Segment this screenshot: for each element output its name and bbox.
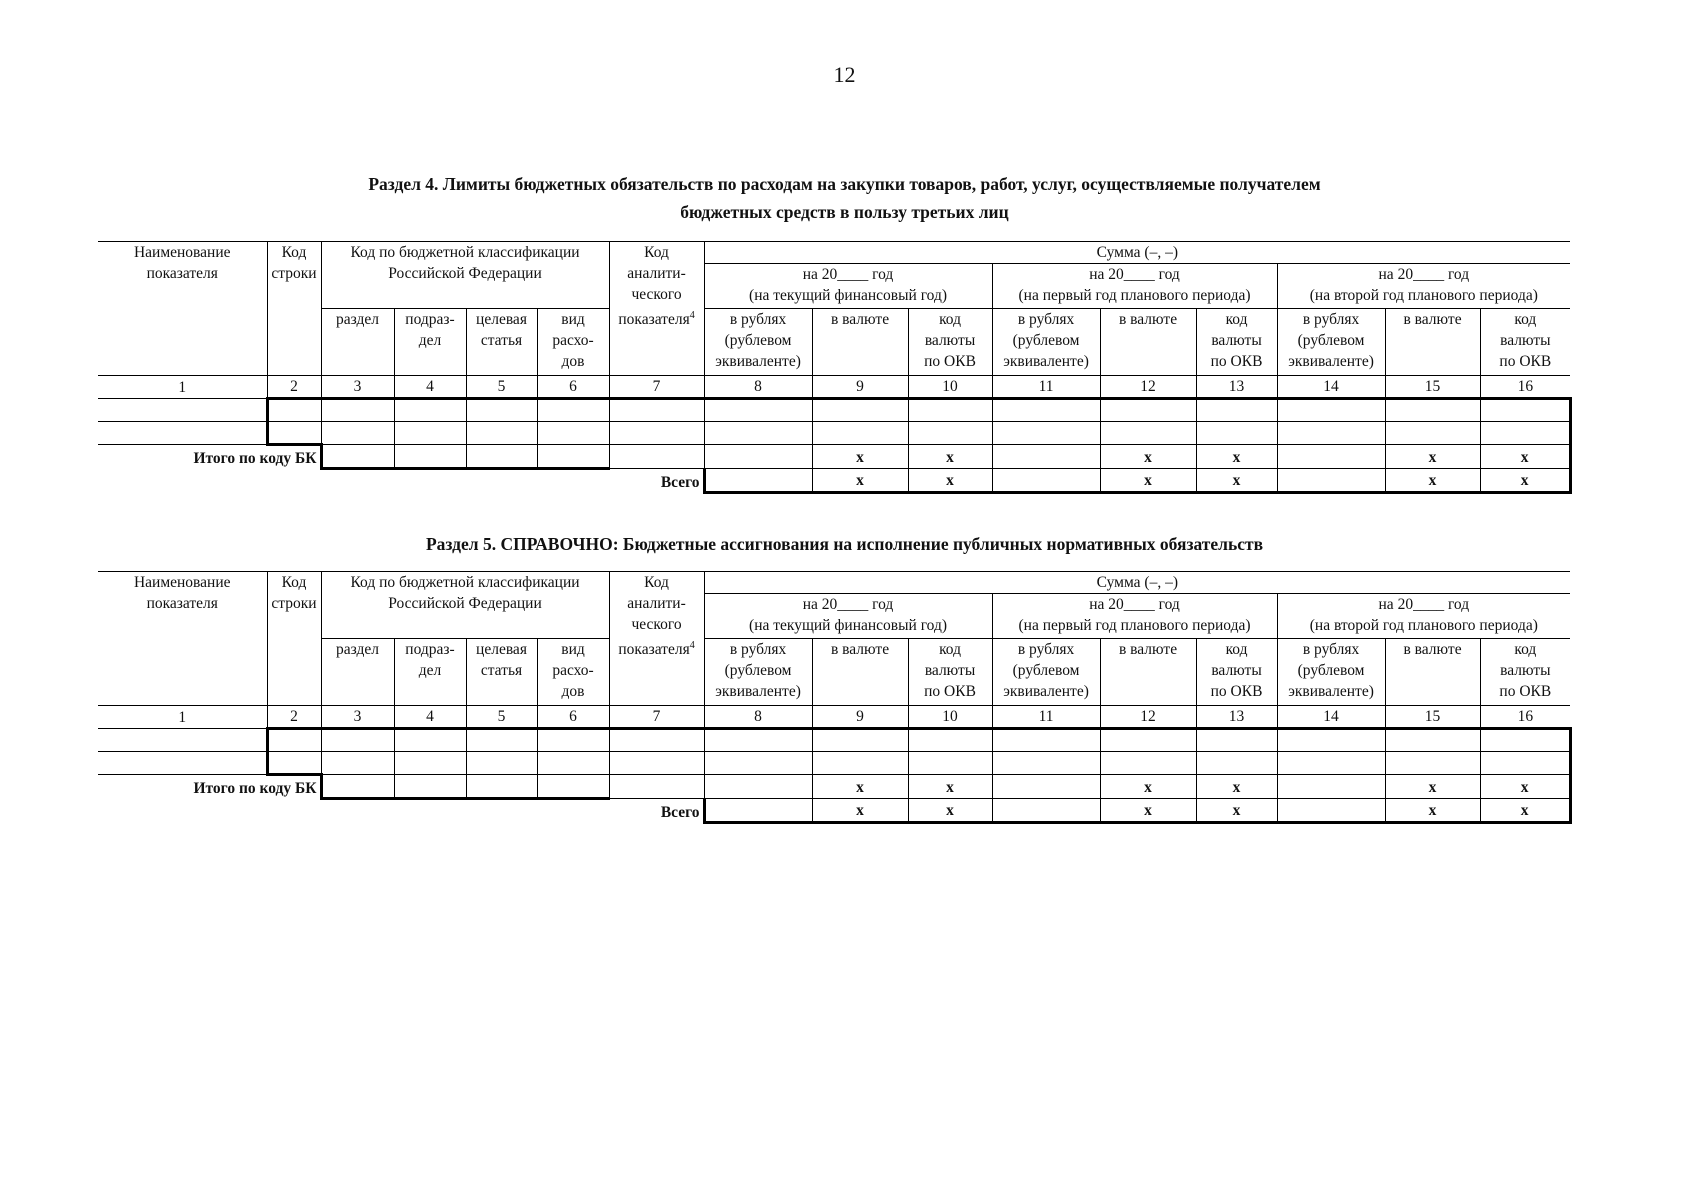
target-article-cell[interactable] [466,422,537,445]
line-code-cell[interactable] [267,729,321,752]
currency-cell[interactable] [1100,752,1196,775]
header-line-code: Код строки [267,572,321,706]
header-currency: в валюте [1385,309,1480,376]
rubles-cell[interactable] [992,422,1100,445]
subsection-cell[interactable] [394,752,466,775]
total-all-row [98,799,1570,823]
section-cell[interactable] [321,752,394,775]
x-mark: x [812,445,908,469]
header-year-second-plan: на 20____ год (на второй год планового периода) [1277,264,1570,309]
rubles-cell[interactable] [704,752,812,775]
rubles-cell[interactable] [992,469,1100,493]
line-code-cell[interactable] [267,752,321,775]
indicator-name-cell[interactable] [98,752,267,775]
header-year-current: на 20____ год (на текущий финансовый год) [704,264,992,309]
section-5-title [0,530,1689,558]
header-expense-type: вид расхо- дов [537,639,609,706]
rubles-cell[interactable] [1277,469,1385,493]
header-rubles: в рублях (рублевом эквиваленте) [992,309,1100,376]
subsection-cell[interactable] [394,399,466,422]
target-article-cell[interactable] [466,729,537,752]
analytic-code-cell[interactable] [609,775,704,799]
total-bk-label: Итого по коду БК [98,445,321,469]
x-mark: x [1385,469,1480,493]
okv-cell[interactable] [1480,422,1570,445]
header-analytic-code [609,242,704,376]
section-4-title-line1: Раздел 4. Лимиты бюджетных обязательств по расходам на закупки товаров, работ, услуг, осуществляемые получателем [368,174,1321,194]
table-row [98,422,1570,445]
rubles-cell[interactable] [1277,729,1385,752]
target-article-cell[interactable] [466,399,537,422]
rubles-cell[interactable] [704,469,812,493]
indicator-name-cell[interactable] [98,729,267,752]
column-number: 11 [992,376,1100,399]
analytic-code-cell[interactable] [609,399,704,422]
okv-cell[interactable] [908,422,992,445]
column-numbers-row [98,706,1570,729]
x-mark: x [1385,445,1480,469]
column-number: 12 [1100,376,1196,399]
okv-cell[interactable] [1480,752,1570,775]
x-mark: x [1100,799,1196,823]
x-mark: x [908,775,992,799]
currency-cell[interactable] [1385,752,1480,775]
header-year-second-plan: на 20____ год (на второй год планового периода) [1277,594,1570,639]
rubles-cell[interactable] [1277,752,1385,775]
column-number: 8 [704,706,812,729]
column-number: 4 [394,706,466,729]
column-number: 13 [1196,706,1277,729]
expense-type-cell[interactable] [537,729,609,752]
expense-type-cell[interactable] [537,775,609,799]
header-year-first-plan: на 20____ год (на первый год планового периода) [992,594,1277,639]
x-mark: x [1100,445,1196,469]
header-rubles: в рублях (рублевом эквиваленте) [992,639,1100,706]
column-number: 8 [704,376,812,399]
column-number: 14 [1277,706,1385,729]
column-number: 13 [1196,376,1277,399]
header-subsection: подраз- дел [394,639,466,706]
total-bk-label: Итого по коду БК [98,775,321,799]
header-year-current: на 20____ год (на текущий финансовый год) [704,594,992,639]
subsection-cell[interactable] [394,729,466,752]
rubles-cell[interactable] [992,399,1100,422]
x-mark: x [1100,469,1196,493]
x-mark: x [1480,445,1570,469]
subsection-cell[interactable] [394,775,466,799]
x-mark: x [1196,469,1277,493]
rubles-cell[interactable] [704,422,812,445]
column-number: 5 [466,706,537,729]
rubles-cell[interactable] [1277,799,1385,823]
line-code-cell[interactable] [267,399,321,422]
total-all-label: Всего [98,469,704,493]
header-expense-type: вид расхо- дов [537,309,609,376]
header-okv: код валюты по ОКВ [1196,309,1277,376]
header-analytic-code [609,572,704,706]
column-number: 2 [267,706,321,729]
rubles-cell[interactable] [992,445,1100,469]
total-all-label: Всего [98,799,704,823]
expense-type-cell[interactable] [537,445,609,469]
okv-cell[interactable] [908,729,992,752]
x-mark: x [1480,799,1570,823]
footnote-mark: 4 [689,640,695,651]
okv-cell[interactable] [1480,399,1570,422]
x-mark: x [908,799,992,823]
header-okv: код валюты по ОКВ [1480,309,1570,376]
column-number: 7 [609,706,704,729]
column-number: 5 [466,376,537,399]
column-number: 4 [394,376,466,399]
header-okv: код валюты по ОКВ [908,309,992,376]
column-number: 16 [1480,376,1570,399]
column-number: 9 [812,376,908,399]
currency-cell[interactable] [1385,422,1480,445]
header-line-code: Код строки [267,242,321,376]
rubles-cell[interactable] [992,775,1100,799]
currency-cell[interactable] [1100,422,1196,445]
section-5-title-line1: Раздел 5. СПРАВОЧНО: Бюджетные ассигнования на исполнение публичных нормативных обязательств [425,534,1264,554]
x-mark: x [1480,469,1570,493]
indicator-name-cell[interactable] [98,422,267,445]
expense-type-cell[interactable] [537,752,609,775]
header-rubles: в рублях (рублевом эквиваленте) [704,639,812,706]
column-number: 16 [1480,706,1570,729]
rubles-cell[interactable] [1277,399,1385,422]
currency-cell[interactable] [1100,399,1196,422]
column-number: 1 [98,376,267,399]
header-target-article: целевая статья [466,309,537,376]
x-mark: x [1385,799,1480,823]
rubles-cell[interactable] [704,399,812,422]
target-article-cell[interactable] [466,775,537,799]
x-mark: x [1480,775,1570,799]
currency-cell[interactable] [812,729,908,752]
rubles-cell[interactable] [704,799,812,823]
section-cell[interactable] [321,422,394,445]
header-currency: в валюте [812,309,908,376]
column-number: 3 [321,376,394,399]
currency-cell[interactable] [1385,399,1480,422]
analytic-code-cell[interactable] [609,752,704,775]
okv-cell[interactable] [1196,752,1277,775]
okv-cell[interactable] [1480,729,1570,752]
column-number: 3 [321,706,394,729]
rubles-cell[interactable] [704,445,812,469]
column-numbers-row [98,376,1570,399]
column-number: 14 [1277,376,1385,399]
column-number: 15 [1385,376,1480,399]
header-indicator-name: Наименование показателя [98,242,267,376]
header-indicator-name: Наименование показателя [98,572,267,706]
table-row [98,752,1570,775]
header-budget-classification: Код по бюджетной классификации Российской Федерации [321,572,609,639]
analytic-code-cell[interactable] [609,445,704,469]
analytic-code-cell[interactable] [609,422,704,445]
header-currency: в валюте [1385,639,1480,706]
rubles-cell[interactable] [704,775,812,799]
indicator-name-cell[interactable] [98,399,267,422]
rubles-cell[interactable] [1277,445,1385,469]
column-number: 6 [537,706,609,729]
currency-cell[interactable] [1385,729,1480,752]
x-mark: x [1385,775,1480,799]
rubles-cell[interactable] [704,729,812,752]
column-number: 11 [992,706,1100,729]
okv-cell[interactable] [1196,729,1277,752]
currency-cell[interactable] [812,422,908,445]
header-rubles: в рублях (рублевом эквиваленте) [704,309,812,376]
column-number: 12 [1100,706,1196,729]
table-row [98,729,1570,752]
column-number: 6 [537,376,609,399]
header-sum: Сумма (–, –) [704,572,1570,594]
subsection-cell[interactable] [394,445,466,469]
header-section: раздел [321,309,394,376]
subsection-cell[interactable] [394,422,466,445]
header-okv: код валюты по ОКВ [1480,639,1570,706]
x-mark: x [908,469,992,493]
okv-cell[interactable] [1196,422,1277,445]
footnote-mark: 4 [689,310,695,321]
total-all-row [98,469,1570,493]
section-cell[interactable] [321,399,394,422]
section-4-title-line2: бюджетных средств в пользу третьих лиц [680,202,1009,222]
expense-type-cell[interactable] [537,399,609,422]
page-number: 12 [833,62,856,87]
rubles-cell[interactable] [992,799,1100,823]
total-bk-row [98,775,1570,799]
header-section: раздел [321,639,394,706]
header-rubles: в рублях (рублевом эквиваленте) [1277,639,1385,706]
header-okv: код валюты по ОКВ [1196,639,1277,706]
section-cell[interactable] [321,775,394,799]
header-budget-classification: Код по бюджетной классификации Российской Федерации [321,242,609,309]
rubles-cell[interactable] [1277,422,1385,445]
section-5-table [98,571,1572,824]
column-number: 2 [267,376,321,399]
column-number: 9 [812,706,908,729]
table-row [98,399,1570,422]
x-mark: x [812,469,908,493]
header-analytic-code-text: Код аналити- ческого показателя [618,244,690,329]
column-number: 1 [98,706,267,729]
expense-type-cell[interactable] [537,422,609,445]
x-mark: x [812,775,908,799]
x-mark: x [1196,445,1277,469]
header-currency: в валюте [812,639,908,706]
column-number: 10 [908,376,992,399]
rubles-cell[interactable] [992,729,1100,752]
line-code-cell[interactable] [267,422,321,445]
section-cell[interactable] [321,445,394,469]
x-mark: x [908,445,992,469]
header-year-first-plan: на 20____ год (на первый год планового периода) [992,264,1277,309]
x-mark: x [812,799,908,823]
rubles-cell[interactable] [992,752,1100,775]
okv-cell[interactable] [908,399,992,422]
x-mark: x [1196,775,1277,799]
section-4-table [98,241,1572,494]
target-article-cell[interactable] [466,752,537,775]
column-number: 15 [1385,706,1480,729]
okv-cell[interactable] [908,752,992,775]
currency-cell[interactable] [812,399,908,422]
x-mark: x [1196,799,1277,823]
column-number: 7 [609,376,704,399]
okv-cell[interactable] [1196,399,1277,422]
analytic-code-cell[interactable] [609,729,704,752]
header-analytic-code-text: Код аналити- ческого показателя [618,574,690,659]
header-target-article: целевая статья [466,639,537,706]
header-currency: в валюте [1100,309,1196,376]
header-subsection: подраз- дел [394,309,466,376]
rubles-cell[interactable] [1277,775,1385,799]
header-currency: в валюте [1100,639,1196,706]
currency-cell[interactable] [812,752,908,775]
x-mark: x [1100,775,1196,799]
currency-cell[interactable] [1100,729,1196,752]
section-cell[interactable] [321,729,394,752]
header-rubles: в рублях (рублевом эквиваленте) [1277,309,1385,376]
column-number: 10 [908,706,992,729]
header-sum: Сумма (–, –) [704,242,1570,264]
total-bk-row [98,445,1570,469]
section-4-title [0,170,1689,226]
target-article-cell[interactable] [466,445,537,469]
header-okv: код валюты по ОКВ [908,639,992,706]
